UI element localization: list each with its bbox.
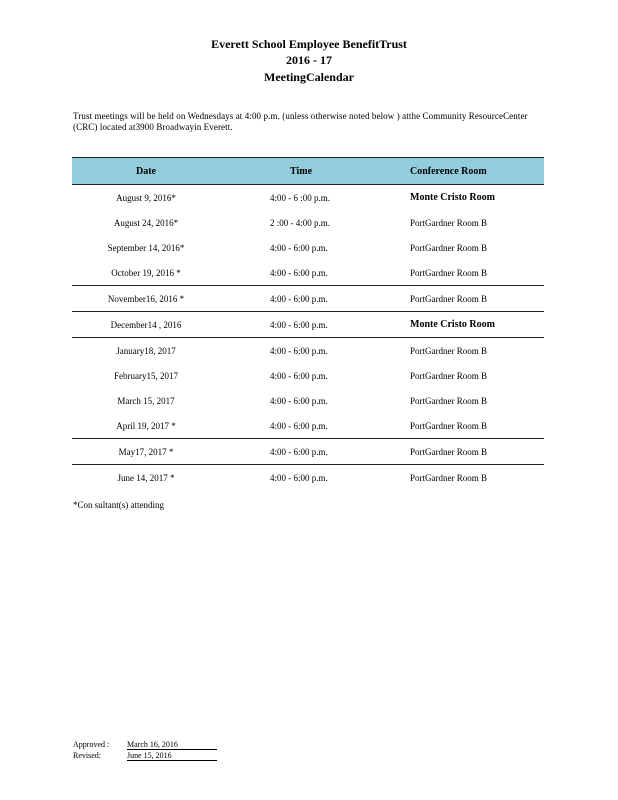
intro-paragraph: Trust meetings will be held on Wednesdays at 4:00 p.m. (unless otherwise noted below ) atthe Community ResourceCenter (CRC) located at3900 Broadwayin Everett.: [73, 111, 528, 132]
revised-line: [73, 751, 223, 761]
row-room: PortGardner Room B: [410, 243, 487, 253]
table-row: [72, 235, 544, 260]
row-room: PortGardner Room B: [410, 473, 487, 483]
header-room: Conference Room: [410, 166, 487, 177]
row-time: 4:00 - 6:00 p.m.: [270, 421, 328, 431]
table-row: [72, 338, 544, 363]
row-room: Monte Cristo Room: [410, 192, 495, 203]
table-row: [72, 388, 544, 413]
row-room: PortGardner Room B: [410, 218, 487, 228]
row-time: 4:00 - 6:00 p.m.: [270, 447, 328, 457]
row-time: 4:00 - 6:00 p.m.: [270, 371, 328, 381]
row-date: April 19, 2017 *: [116, 421, 176, 431]
row-time: 4:00 - 6:00 p.m.: [270, 294, 328, 304]
meeting-table: [72, 157, 544, 490]
table-row: [72, 185, 544, 210]
table-row: [72, 286, 544, 312]
row-date: October 19, 2016 *: [111, 268, 181, 278]
row-date: January18, 2017: [116, 346, 176, 356]
approved-date: March 16, 2016: [127, 740, 217, 750]
row-time: 4:00 - 6:00 p.m.: [270, 473, 328, 483]
row-date: December14 , 2016: [110, 320, 182, 330]
table-row: [72, 260, 544, 286]
table-row: [72, 465, 544, 490]
row-date: March 15, 2017: [117, 396, 175, 406]
row-room: PortGardner Room B: [410, 447, 487, 457]
table-row: [72, 312, 544, 338]
row-room: Monte Cristo Room: [410, 319, 495, 330]
row-time: 4:00 - 6:00 p.m.: [270, 346, 328, 356]
document-year: 2016 - 17: [286, 53, 332, 67]
row-time: 4:00 - 6:00 p.m.: [270, 396, 328, 406]
row-date: September 14, 2016*: [107, 243, 185, 253]
document-subtitle: MeetingCalendar: [264, 70, 354, 84]
row-time: 4:00 - 6:00 p.m.: [270, 268, 328, 278]
row-date: May17, 2017 *: [118, 447, 174, 457]
header-date: Date: [136, 166, 156, 177]
footnote: *Con sultant(s) attending: [73, 500, 164, 510]
row-room: PortGardner Room B: [410, 268, 487, 278]
row-time: 4:00 - 6:00 p.m.: [270, 320, 328, 330]
row-room: PortGardner Room B: [410, 371, 487, 381]
row-room: PortGardner Room B: [410, 294, 487, 304]
table-row: [72, 413, 544, 439]
revised-date: June 15, 2016: [127, 751, 217, 761]
row-room: PortGardner Room B: [410, 396, 487, 406]
row-date: June 14, 2017 *: [117, 473, 175, 483]
table-row: [72, 210, 544, 235]
row-date: August 24, 2016*: [113, 218, 179, 228]
table-row: [72, 363, 544, 388]
row-date: February15, 2017: [114, 371, 178, 381]
row-date: August 9, 2016*: [116, 193, 176, 203]
row-room: PortGardner Room B: [410, 346, 487, 356]
row-date: November16, 2016 *: [107, 294, 185, 304]
approved-label: Approved :: [73, 740, 110, 749]
table-row: [72, 439, 544, 465]
header-time: Time: [290, 166, 313, 177]
row-time: 4:00 - 6 :00 p.m.: [270, 193, 330, 203]
table-body: [72, 185, 544, 490]
table-header: [72, 157, 544, 185]
approved-line: [73, 740, 223, 750]
revised-label: Revised:: [73, 751, 101, 760]
row-time: 2 :00 - 4:00 p.m.: [270, 218, 330, 228]
row-time: 4:00 - 6:00 p.m.: [270, 243, 328, 253]
document-title: Everett School Employee BenefitTrust: [211, 37, 407, 51]
row-room: PortGardner Room B: [410, 421, 487, 431]
